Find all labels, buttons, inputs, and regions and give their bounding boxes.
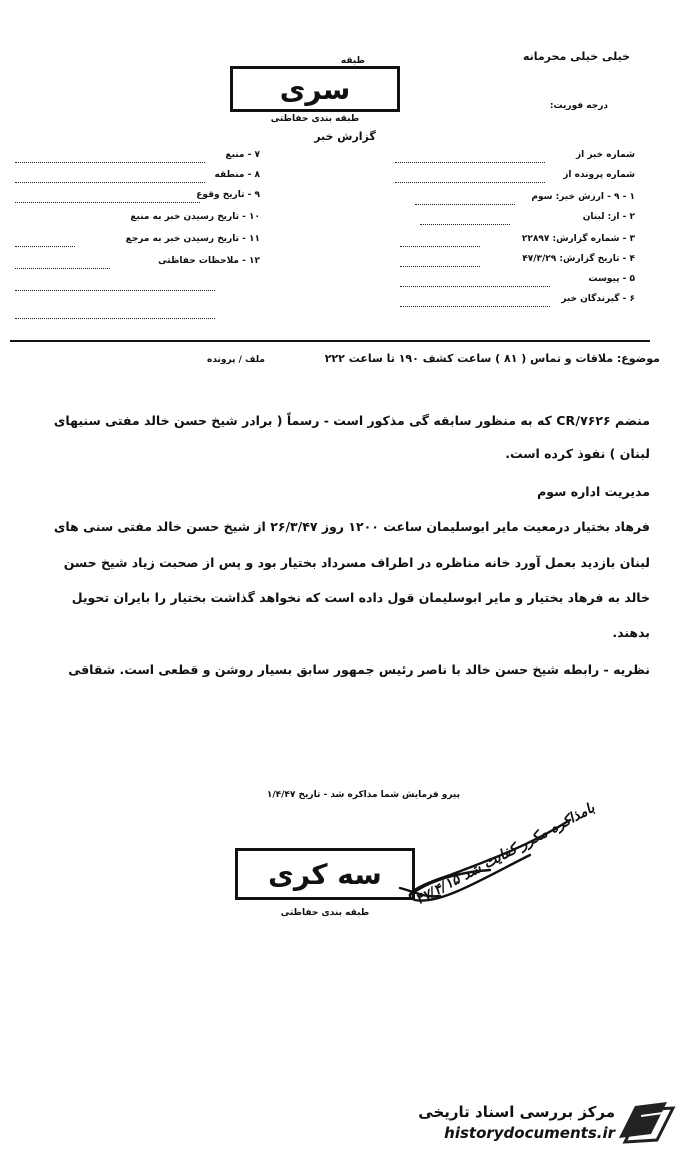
- body-line-6: خالد به فرهاد بختیار و مایر ابوسلیمان قول داده است که نخواهد گذاشت بختیار را بایران تحویل: [71, 590, 650, 605]
- field-right-4: ۲ - از: لبنان: [582, 212, 635, 222]
- file-number: ملف / پرونده: [207, 355, 265, 365]
- body-line-1: منضم CR/۷۶۲۶ که به منظور سابقه گی مذکور است - رسماً ( برادر شیخ حسن خالد مفتی سنیهای: [53, 413, 650, 428]
- field-left-2: ۸ - منطقه: [214, 170, 260, 180]
- form-title: گزارش خبر: [314, 130, 376, 143]
- body-line-7: بدهند.: [612, 625, 650, 640]
- body-line-4: فرهاد بختیار درمعیت مایر ابوسلیمان ساعت ۱۲۰۰ روز ۲۶/۳/۴۷ از شیخ حسن خالد مفتی سنی های: [53, 519, 650, 534]
- field-left-1: ۷ - منبع: [225, 150, 260, 160]
- handwritten-note: بامذاکره مکرر کفایت شد ۴۷/۴/۱۵: [413, 800, 598, 909]
- stamp-text: سری: [279, 72, 351, 106]
- classification-label: خیلی خیلی محرمانه: [522, 50, 630, 63]
- field-right-2: شماره پرونده از: [563, 170, 635, 180]
- stamp-caption: طبقه بندی حفاظتی: [280, 908, 370, 918]
- stamp-caption: طبقه بندی حفاظتی: [270, 114, 360, 124]
- bottom-classification-stamp: [235, 848, 420, 928]
- footer-url: historydocuments.ir: [444, 1124, 615, 1142]
- footer-brand: مرکز بررسی اسناد تاریخی: [418, 1103, 615, 1121]
- stamp-text: سه کری: [268, 857, 382, 891]
- field-right-8: ۶ - گیرندگان خبر: [561, 294, 635, 304]
- top-classification-stamp: [225, 48, 405, 124]
- field-right-5: ۳ - شماره گزارش: ۲۲۸۹۷: [521, 234, 635, 244]
- stamp-small-label: طبقه: [340, 56, 365, 66]
- body-line-8: نظریه - رابطه شیخ حسن خالد با ناصر رئیس جمهور سابق بسیار روشن و قطعی است. شقاقی: [68, 662, 650, 677]
- field-left-3: ۹ - تاریخ وقوع: [196, 190, 260, 200]
- field-left-5: ۱۱ - تاریخ رسیدن خبر به مرجع: [125, 234, 260, 244]
- body-line-3: مدیریت اداره سوم: [537, 484, 650, 499]
- field-right-7: ۵ - پیوست: [588, 274, 635, 284]
- field-left-4: ۱۰ - تاریخ رسیدن خبر به منبع: [130, 212, 260, 222]
- field-right-6: ۴ - تاریخ گزارش: ۴۷/۳/۲۹: [522, 254, 635, 264]
- field-right-3: ۱ - ۹ - ارزش خبر: سوم: [531, 192, 635, 202]
- precedence-label: درجه فوریت:: [549, 101, 608, 111]
- signature-note: پیرو فرمایش شما مذاکره شد - تاریخ ۱/۴/۴۷: [266, 790, 460, 800]
- body-line-5: لبنان بازدید بعمل آورد خانه مناظره در اطراف مسرداد بختیار بود و پس از صحبت زیاد شیخ حسن: [63, 555, 650, 570]
- field-left-6: ۱۲ - ملاحظات حفاظتی: [158, 256, 260, 266]
- subject-line: موضوع: ملاقات و تماس ( ۸۱ ) ساعت کشف ۱۹۰ تا ساعت ۲۲۲: [324, 352, 660, 365]
- separator-line: [10, 340, 650, 342]
- field-right-1: شماره خبر از: [575, 150, 635, 160]
- body-line-2: لبنان ) نفوذ کرده است.: [505, 446, 650, 461]
- archive-logo-icon: [615, 1098, 677, 1148]
